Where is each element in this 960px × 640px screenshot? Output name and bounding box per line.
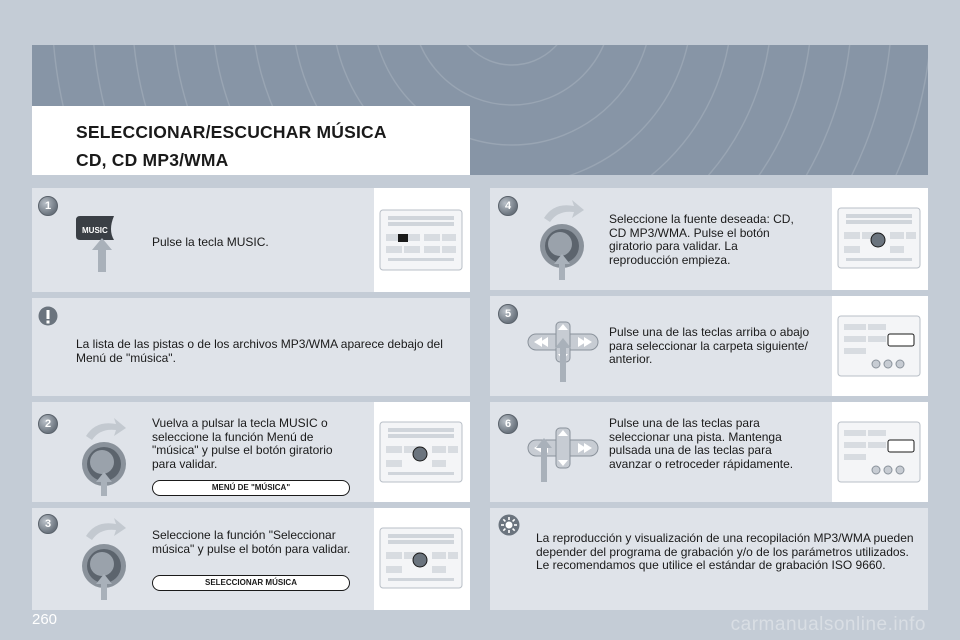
music-key-icon [74, 214, 134, 274]
radio-unit-icon [836, 314, 922, 378]
radio-unit-icon [378, 420, 464, 484]
step-1-badge: 1 [38, 196, 58, 216]
select-music-label: SELECCIONAR MÚSICA [152, 575, 350, 591]
warning-text: La lista de las pistas o de los archivos MP3/WMA aparece debajo del Menú de "música". [76, 337, 443, 365]
page-number: 260 [32, 611, 58, 628]
radio-panel [832, 296, 928, 396]
tip-text: La reproducción y visualización de una recopilación MP3/WMA pueden depender del programa de grabación y/o de los parámetros utilizados. Le recomendamos que utilice el estándar de grabación ISO 9660. [536, 531, 914, 572]
rotary-knob-icon [76, 514, 136, 602]
menu-music-label: MENÚ DE "MÚSICA" [152, 480, 350, 496]
step-2-text: Vuelva a pulsar la tecla MUSIC o seleccione la función Menú de "música" y pulse el botón giratorio para validar. [152, 416, 333, 471]
sun-bulb-icon [498, 514, 520, 536]
step-5-text: Pulse una de las teclas arriba o abajo para seleccionar la carpeta siguiente/ anterior. [609, 325, 810, 366]
radio-unit-icon [836, 420, 922, 484]
radio-unit-icon [378, 208, 464, 272]
step-6-text: Pulse una de las teclas para seleccionar una pista. Mantenga pulsada una de las teclas para avanzar o retroceder rápidamente. [609, 416, 794, 471]
radio-panel [374, 188, 470, 292]
exclamation-icon [38, 306, 58, 326]
title-line-1: SELECCIONAR/ESCUCHAR MÚSICA [76, 122, 387, 142]
step-3-text: Seleccione la función "Seleccionar música" y pulse el botón para validar. [152, 528, 351, 556]
radio-unit-icon [836, 206, 922, 270]
step-1-text: Pulse la tecla MUSIC. [152, 235, 269, 249]
step-4-badge: 4 [498, 196, 518, 216]
radio-panel [374, 402, 470, 502]
step-2-badge: 2 [38, 414, 58, 434]
arrow-buttons-icon [520, 318, 604, 384]
radio-panel [374, 508, 470, 610]
step-4-text: Seleccione la fuente deseada: CD, CD MP3/WMA. Pulse el botón giratorio para validar. La reproducción empieza. [609, 212, 794, 267]
radio-unit-icon [378, 526, 464, 590]
step-5-badge: 5 [498, 304, 518, 324]
rotary-knob-icon [534, 196, 594, 282]
page-title [76, 118, 387, 174]
radio-panel [832, 402, 928, 502]
step-3-badge: 3 [38, 514, 58, 534]
rotary-knob-icon [76, 414, 136, 498]
title-line-2: CD, CD MP3/WMA [76, 150, 229, 170]
radio-panel [832, 188, 928, 290]
music-key-label: MUSIC [82, 226, 108, 235]
arrow-buttons-icon [520, 424, 604, 490]
watermark: carmanualsonline.info [730, 614, 926, 635]
step-6-badge: 6 [498, 414, 518, 434]
